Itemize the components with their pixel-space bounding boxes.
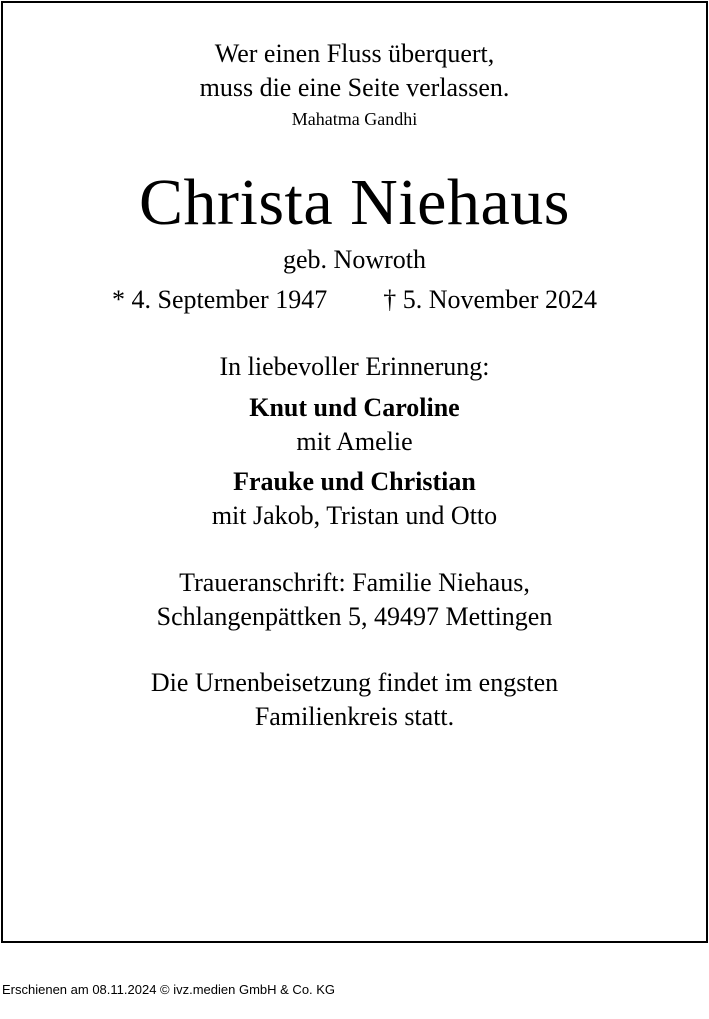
life-dates xyxy=(3,285,706,315)
family-1-sub: mit Amelie xyxy=(296,427,413,456)
birth-date: * 4. September 1947 xyxy=(112,285,328,314)
memory-heading: In liebevoller Erinnerung: xyxy=(219,352,490,381)
address-line-1: Traueranschrift: Familie Niehaus, xyxy=(179,568,530,597)
obituary-notice xyxy=(1,1,708,943)
quote-line-1: Wer einen Fluss überquert, xyxy=(214,39,495,68)
death-date: † 5. November 2024 xyxy=(383,285,597,314)
quote-line-2: muss die eine Seite verlassen. xyxy=(199,73,510,102)
address-line-2: Schlangenpättken 5, 49497 Mettingen xyxy=(156,602,553,631)
maiden-name: geb. Nowroth xyxy=(283,245,426,274)
family-1-name: Knut und Caroline xyxy=(249,393,460,422)
family-2-name: Frauke und Christian xyxy=(233,467,476,496)
deceased-name: Christa Niehaus xyxy=(139,166,570,239)
notice-line-2: Familienkreis statt. xyxy=(254,702,455,731)
notice-text xyxy=(3,3,706,941)
family-2-sub: mit Jakob, Tristan und Otto xyxy=(211,501,498,530)
notice-line-1: Die Urnenbeisetzung findet im engsten xyxy=(150,668,559,697)
publication-footer: Erschienen am 08.11.2024 © ivz.medien GmbH & Co. KG xyxy=(2,982,336,997)
quote-author: Mahatma Gandhi xyxy=(291,109,418,129)
